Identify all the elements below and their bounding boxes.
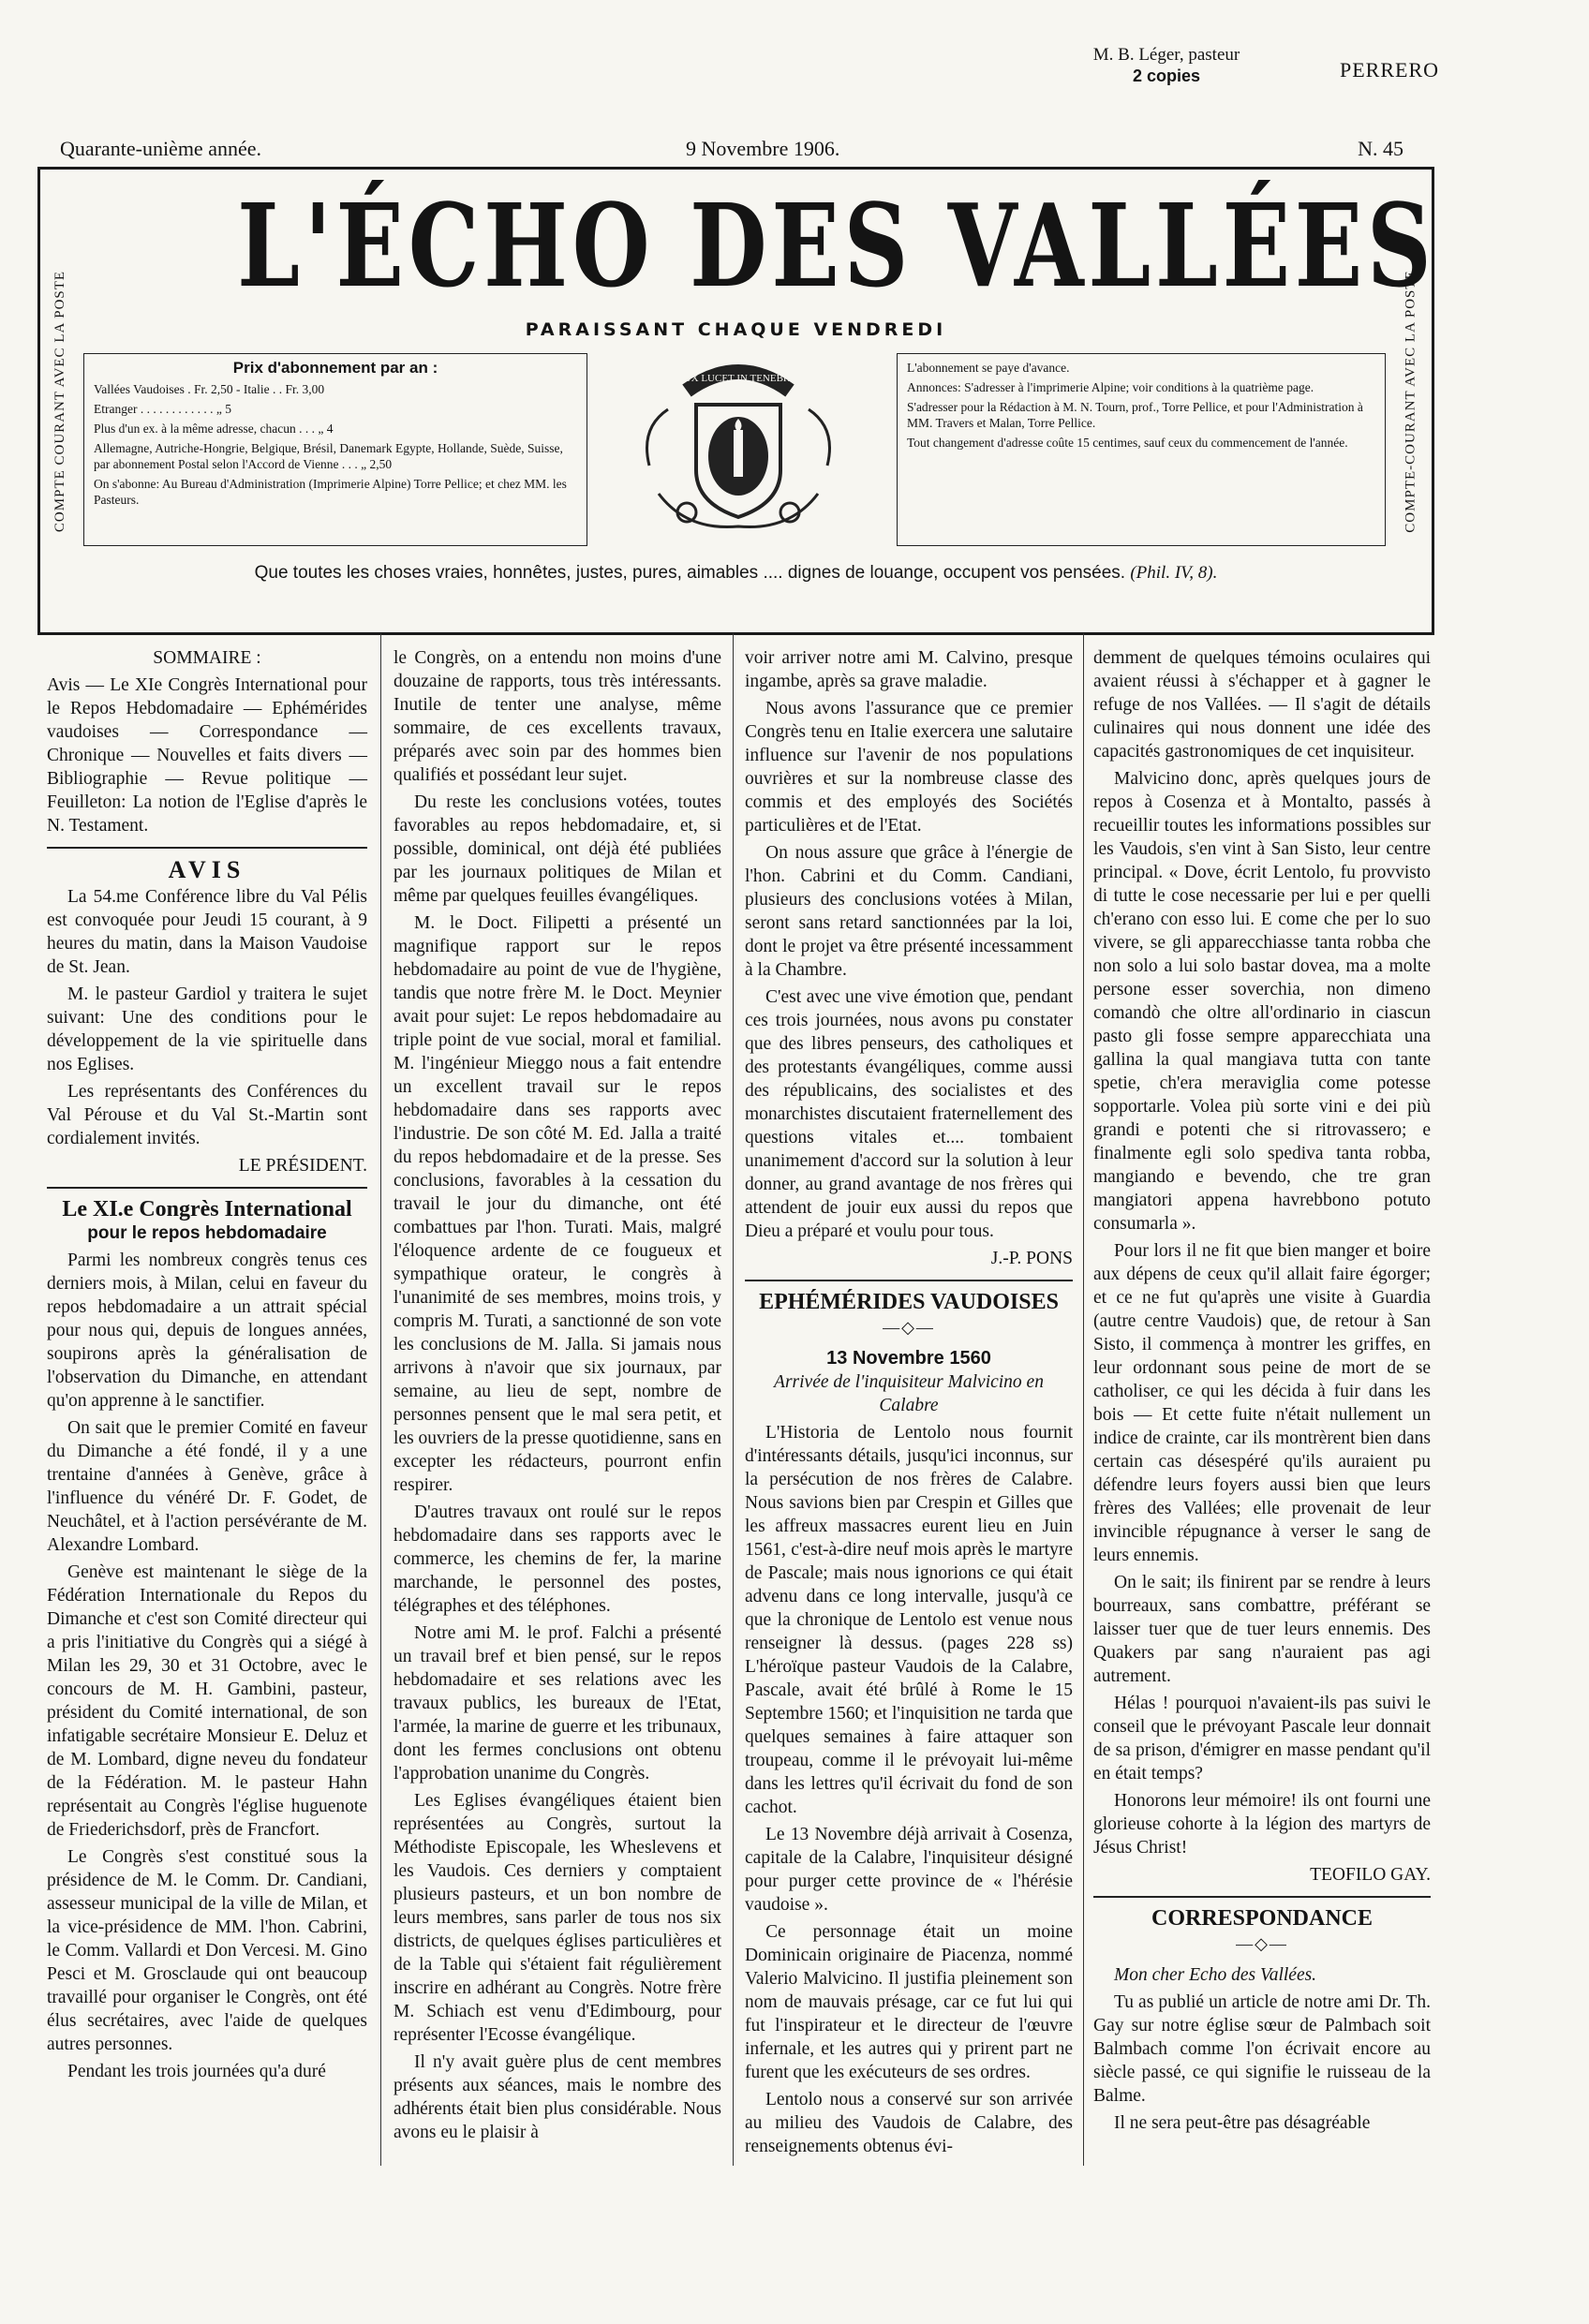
salutation: Mon cher Echo des Vallées. xyxy=(1114,1965,1317,1985)
sommaire-text: Avis — Le XIe Congrès International pour le Repos Hebdomadaire — Ephémérides vaudoises — Correspondance — Chronique — Nouvelles et faits divers — Bibliographie — Revue politique — Feuilleton: La notion de l'Eglise d'après le N. Testament. xyxy=(47,675,367,836)
column-4 xyxy=(1093,646,1431,2139)
issue-year: Quarante-unième année. xyxy=(60,137,261,160)
section-heading: CORRESPONDANCE xyxy=(1151,1906,1373,1931)
subscription-line: On s'abonne: Au Bureau d'Administration (Imprimerie Alpine) Torre Pellice; et chez MM. les Pasteurs. xyxy=(94,477,567,507)
subscription-heading: Prix d'abonnement par an : xyxy=(232,359,438,377)
divider xyxy=(47,847,367,849)
paragraph: voir arriver notre ami M. Calvino, presque ingambe, après sa grave maladie. xyxy=(745,648,1073,691)
notice: L'abonnement se paye d'avance. xyxy=(907,361,1070,375)
column-rule xyxy=(1083,633,1084,2166)
paragraph: Du reste les conclusions votées, toutes favorables au repos hebdomadaire, et, si possible, dominical, ont déjà été publiées par les journaux politiques de Milan et même par quelques feuilles évangéliques. xyxy=(394,792,721,906)
column-3 xyxy=(745,646,1073,2162)
newspaper-subtitle: PARAISSANT CHAQUE VENDREDI xyxy=(525,319,947,340)
column-rule xyxy=(380,633,381,2166)
paragraph: Ce personnage était un moine Dominicain originaire de Piacenza, nommé Valerio Malvicino. Il justifia pleinement son nom de mauvais présage, car ce fut lui qui fut l'inspirateur et le directeur de l'œuvre infernale, et les autres qui y prirent part ne furent que les exécuteurs de ses ordres. xyxy=(745,1922,1073,2082)
signature: TEOFILO GAY. xyxy=(1310,1865,1431,1885)
paragraph: Il ne sera peut-être pas désagréable xyxy=(1114,2113,1371,2133)
motto-text: Que toutes les choses vraies, honnêtes, justes, pures, aimables .... dignes de louange, occupent vos pensées. xyxy=(254,563,1126,583)
paragraph: demment de quelques témoins oculaires qui avaient réussi à s'échapper et à gagner le refuge de nos Vallées. — Il s'agit de détails culinaires qui nous donnent une idée des capacités gastronomiques de cet inquisiteur. xyxy=(1093,648,1431,762)
column-1 xyxy=(47,646,367,2087)
paragraph: Pour lors il ne fit que bien manger et boire aux dépens de ceux qu'il allait faire égorger; et ce ne fut qu'après une visite à Guardia (autre centre Vaudois) que, de retour à San Sisto, il commença à montrer les griffes, en leur ordonnant sous peine de mort de se catholiser, ce qui les décida à fuir dans les bois — Et cette fuite n'était nullement un indice de crainte, car ils montrèrent bien dans certain cas désespéré qu'ils auraient pu défendre leurs foyers aussi bien que leurs frères des Vallées; elle provenait de leur invincible répugnance à verser le sang de leurs ennemis. xyxy=(1093,1241,1431,1565)
subscription-line: Vallées Vaudoises . Fr. 2,50 - Italie . . Fr. 3,00 xyxy=(94,382,325,396)
column-rule xyxy=(733,633,734,2166)
motto xyxy=(78,563,1394,584)
paragraph: La 54.me Conférence libre du Val Pélis est convoquée pour Jeudi 15 courant, à 9 heures du matin, dans la Maison Vaudoise de St. Jean. xyxy=(47,887,367,977)
motto-reference: (Phil. IV, 8). xyxy=(1130,563,1218,583)
side-label-left: COMPTE COURANT AVEC LA POSTE xyxy=(52,270,68,532)
paragraph: Les Eglises évangéliques étaient bien représentées au Congrès, surtout la Méthodiste Episcopale, les Wheslevens et les Vaudois. Ces derniers y comptaient plusieurs pasteurs, et un bon nombre de leurs membres, sans parler de tous nos six districts, de quelques églises particulières et de la Table qui s'étaient fait régulièrement inscrire en adhérant au Congrès. Notre frère M. Schiach est venu d'Edimbourg, pour représenter l'Ecosse évangélique. xyxy=(394,1791,721,2045)
paragraph: On le sait; ils finirent par se rendre à leurs bourreaux, sans combattre, préférant se laisser tuer que de tuer leurs ennemis. Des Quakers par sang n'auraient pas agi autrement. xyxy=(1093,1573,1431,1686)
paragraph: Le Congrès s'est constitué sous la présidence de M. le Comm. Dr. Candiani, assesseur municipal de la ville de Milan, et la vice-présidence de MM. l'hon. Cabrini, le Comm. Vallardi et Don Vercesi. M. Gino Pesci et M. Grosclaude qui ont beaucoup travaillé pour organiser le Congrès, ont été élus secrétaires, avec l'aide de quelques autres personnes. xyxy=(47,1847,367,2054)
paragraph: Notre ami M. le prof. Falchi a présenté un travail bref et bien pensé, sur le repos hebdomadaire et ses relations avec les travaux publics, les bureaux de l'Etat, l'armée, la marine de guerre et les tribunaux, dont les fermes conclusions ont obtenu l'approbation unanime du Congrès. xyxy=(394,1623,721,1784)
sommaire-heading: SOMMAIRE : xyxy=(153,648,261,668)
divider xyxy=(47,1187,367,1189)
signature: LE PRÉSIDENT. xyxy=(238,1156,367,1176)
subscription-line: Allemagne, Autriche-Hongrie, Belgique, Brésil, Danemark Egypte, Hollande, Suède, Suisse, par abonnement Postal selon l'Accord de Vienne . . . „ 2,50 xyxy=(94,441,563,471)
ornament-icon: —◇— xyxy=(1236,1934,1288,1953)
ornament-icon: —◇— xyxy=(883,1318,935,1337)
paragraph: Tu as publié un article de notre ami Dr. Th. Gay sur notre église sœur de Palmbach soit Balmbach comme l'on écrivait encore au siècle passé, ce qui signifie le ruisseau de la Balme. xyxy=(1093,1992,1431,2106)
corner-label: PERRERO xyxy=(1340,58,1440,81)
emblem-motto: LUX LUCET IN TENEBRIS xyxy=(676,373,800,384)
stamp-line-2: 2 copies xyxy=(1132,67,1201,85)
newspaper-title: L'ÉCHO DES VALLÉES xyxy=(237,178,1436,313)
notice: S'adresser pour la Rédaction à M. N. Tourn, prof., Torre Pellice, et pour l'Administration à MM. Travers et Malan, Torre Pellice. xyxy=(907,400,1363,430)
section-subtitle: Arrivée de l'inquisiteur Malvicino en Calabre xyxy=(774,1372,1044,1415)
paragraph: Les représentants des Conférences du Val Pérouse et du Val St.-Martin sont cordialement invités. xyxy=(47,1082,367,1148)
paragraph: L'Historia de Lentolo nous fournit d'intéressants détails, jusqu'ici inconnus, sur la persécution de nos frères de Calabre. Nous savions bien par Crespin et Gilles que les affreux massacres eurent lieu en Juin 1561, c'est-à-dire neuf mois après le martyre de Pascale; mais nous ignorions ce qui était advenu dans ce long intervalle, jusqu'à ce que la chronique de Lentolo est venue nous renseigner là dessus. (pages 228 ss) L'héroïque pasteur Vaudois de la Calabre, Pascale, avait été brûlé à Rome le 15 Septembre 1560; et l'inquisition ne tarda que quelques semaines à faire attaquer son troupeau, comme il le prévoyait lui-même dans les lettres qu'il écrivait du fond de son cachot. xyxy=(745,1423,1073,1817)
subscription-line: Etranger . . . . . . . . . . . . „ 5 xyxy=(94,402,231,416)
masthead xyxy=(37,167,1434,635)
paragraph: Il n'y avait guère plus de cent membres présents aux séances, mais le nombre des adhérents était bien plus considérable. Nous avons eu le plaisir à xyxy=(394,2052,721,2142)
section-heading: EPHÉMÉRIDES VAUDOISES xyxy=(759,1290,1059,1314)
divider xyxy=(1093,1896,1431,1898)
paragraph: D'autres travaux ont roulé sur le repos hebdomadaire dans ses rapports avec le commerce, les chemins de fer, la marine marchande, le personnel des postes, télégraphes et des téléphones. xyxy=(394,1502,721,1616)
divider xyxy=(745,1280,1073,1281)
paragraph: Nous avons l'assurance que ce premier Congrès tenu en Italie exercera une salutaire influence sur l'avenir de nos populations ouvrières et sur la nombreuse classe des commis et des employés des Sociétés particulières et de l'Etat. xyxy=(745,699,1073,836)
paragraph: le Congrès, on a entendu non moins d'une douzaine de rapports, tous très intéressants. Inutile de tenter une analyse, même sommaire, de ces excellents travaux, préparés avec soin par des hommes bien qualifiés et possédant leur sujet. xyxy=(394,648,721,785)
article-subheading: pour le repos hebdomadaire xyxy=(87,1223,327,1243)
subscription-box xyxy=(83,353,587,546)
side-label-right: COMPTE-COURANT AVEC LA POSTE xyxy=(1403,269,1418,533)
signature: J.-P. PONS xyxy=(990,1249,1073,1268)
paragraph: Honorons leur mémoire! ils ont fourni une glorieuse cohorte à la légion des martyrs de Jésus Christ! xyxy=(1093,1791,1431,1858)
subscription-line: Plus d'un ex. à la même adresse, chacun . . . „ 4 xyxy=(94,422,334,436)
paragraph: Pendant les trois journées qu'a duré xyxy=(67,2062,326,2081)
notice: Annonces: S'adresser à l'imprimerie Alpine; voir conditions à la quatrième page. xyxy=(907,380,1314,394)
paragraph: Hélas ! pourquoi n'avaient-ils pas suivi le conseil que le prévoyant Pascale leur donnait de sa prison, d'émigrer en masse pendant qu'il en était temps? xyxy=(1093,1694,1431,1784)
column-2 xyxy=(394,646,721,2148)
ownership-stamp xyxy=(1068,45,1265,86)
paragraph: Parmi les nombreux congrès tenus ces derniers mois, à Milan, celui en faveur du repos hebdomadaire a un attrait spécial pour nous qui, depuis de longues années, soupirons après la généralisation de l'observation du Dimanche, en attendant qu'on apprenne à le sanctifier. xyxy=(47,1251,367,1411)
paragraph: Le 13 Novembre déjà arrivait à Cosenza, capitale de la Calabre, l'inquisiteur désigné pour purger cette province de « l'hérésie vaudoise ». xyxy=(745,1825,1073,1915)
notice: Tout changement d'adresse coûte 15 centimes, sauf ceux du commencement de l'année. xyxy=(907,436,1348,450)
paragraph: On nous assure que grâce à l'énergie de l'hon. Cabrini et du Comm. Candiani, plusieurs des conclusions votées à Milan, seront sans retard sanctionnées par la loi, dont le projet va être présenté incessamment à la Chambre. xyxy=(745,843,1073,980)
vaudois-emblem-icon xyxy=(631,353,846,540)
article-heading: Le XI.e Congrès International xyxy=(62,1197,352,1221)
stamp-line-1: M. B. Léger, pasteur xyxy=(1092,45,1240,65)
issue-number: N. 45 xyxy=(1358,137,1403,160)
notices-box xyxy=(897,353,1386,546)
section-date: 13 Novembre 1560 xyxy=(826,1348,991,1369)
paragraph: M. le Doct. Filipetti a présenté un magnifique rapport sur le repos hebdomadaire au point de vue de l'hygiène, tandis que notre frère M. le Doct. Meynier avait pour sujet: Le repos hebdomadaire au triple point de vue social, moral et familial. M. l'ingénieur Mieggo nous a fait entendre un excellent travail sur le repos hebdomadaire dans ses rapports avec l'industrie. De son côté M. Ed. Jalla a traité du repos hebdomadaire et de la presse. Ses conclusions, favorables à la cessation du travail le jour du dimanche, ont été combattues par l'hon. Turati. Mais, malgré l'éloquence ardente de ce fougueux et sympathique orateur, le congrès à l'unanimité de ses membres, moins trois, y compris M. Turati, a sanctionné de son vote les conclusions de M. Jalla. Si jamais nous arrivons à n'avoir que six journaux, par semaine, au lieu de sept, nombre de personnes pensent que le mal sera petit, et les ouvriers de la presse quotidienne, sans en excepter les rédacteurs, pourront enfin respirer. xyxy=(394,913,721,1495)
paragraph: C'est avec une vive émotion que, pendant ces trois journées, nous avons pu constater que des libres penseurs, des catholiques et des protestants évangéliques, comme aussi des républicains, des socialistes et des monarchistes discutaient fraternellement des questions vitales et.... tombaient unanimement d'accord sur la solution à leur donner, au grand avantage de nos frères qui attendent de jouir eux aussi du repos que Dieu a préparé et voulu pour tous. xyxy=(745,987,1073,1241)
paragraph: Lentolo nous a conservé sur son arrivée au milieu des Vaudois de Calabre, des renseignements obtenus évi- xyxy=(745,2090,1073,2156)
issue-date: 9 Novembre 1906. xyxy=(686,137,840,160)
paragraph: M. le pasteur Gardiol y traitera le sujet suivant: Une des conditions pour le développement de la vie spirituelle dans nos Eglises. xyxy=(47,984,367,1074)
paragraph: Genève est maintenant le siège de la Fédération Internationale du Repos du Dimanche et c'est son Comité directeur qui a pris l'initiative du Congrès qui a siégé à Milan les 29, 30 et 31 Octobre, avec le concours de M. H. Gambini, pasteur, président du Comité international, de son infatigable secrétaire Monsieur E. Deluz et de M. Lombard, digne neveu du fondateur de la Fédération. M. le pasteur Hahn représentait au Congrès l'église huguenote de Friederichsdorf, près de Francfort. xyxy=(47,1562,367,1840)
paragraph: Malvicino donc, après quelques jours de repos à Cosenza et à Montalto, passés à recueillir toutes les informations possibles sur les Vaudois, s'en vint à San Sisto, leur centre principal. « Dove, écrit Lentolo, fu provvisto di tutte le cose necessarie per lui e per quelli ch'erano con esso lui. E come che per lo suo vivere, se gli apparecchiasse tanta robba che non solo a lui solo bastar dovea, ma a molte persone esser soverchia, non dimeno comandò che oltre all'ordinario in ciascun pasto gli fosse sempre apparecchiata una gallina la qual mangiava tutta con tante spetie, ch'era meraviglia come potesse sopportarle. Volea più sorte vini e dei più grandi e potenti che si ritrovassero; e finalmente egli solo spediva tanta robba, mangiando e bevendo, che tre gran mangiatori appena havrebbono potuto consumarla ». xyxy=(1093,769,1431,1234)
paragraph: On sait que le premier Comité en faveur du Dimanche a été fondé, il y a une trentaine d'années à Genève, grâce à l'influence du vénéré Dr. F. Godet, de Neuchâtel, et à l'action persévérante de M. Alexandre Lombard. xyxy=(47,1418,367,1555)
avis-heading: AVIS xyxy=(168,856,246,883)
